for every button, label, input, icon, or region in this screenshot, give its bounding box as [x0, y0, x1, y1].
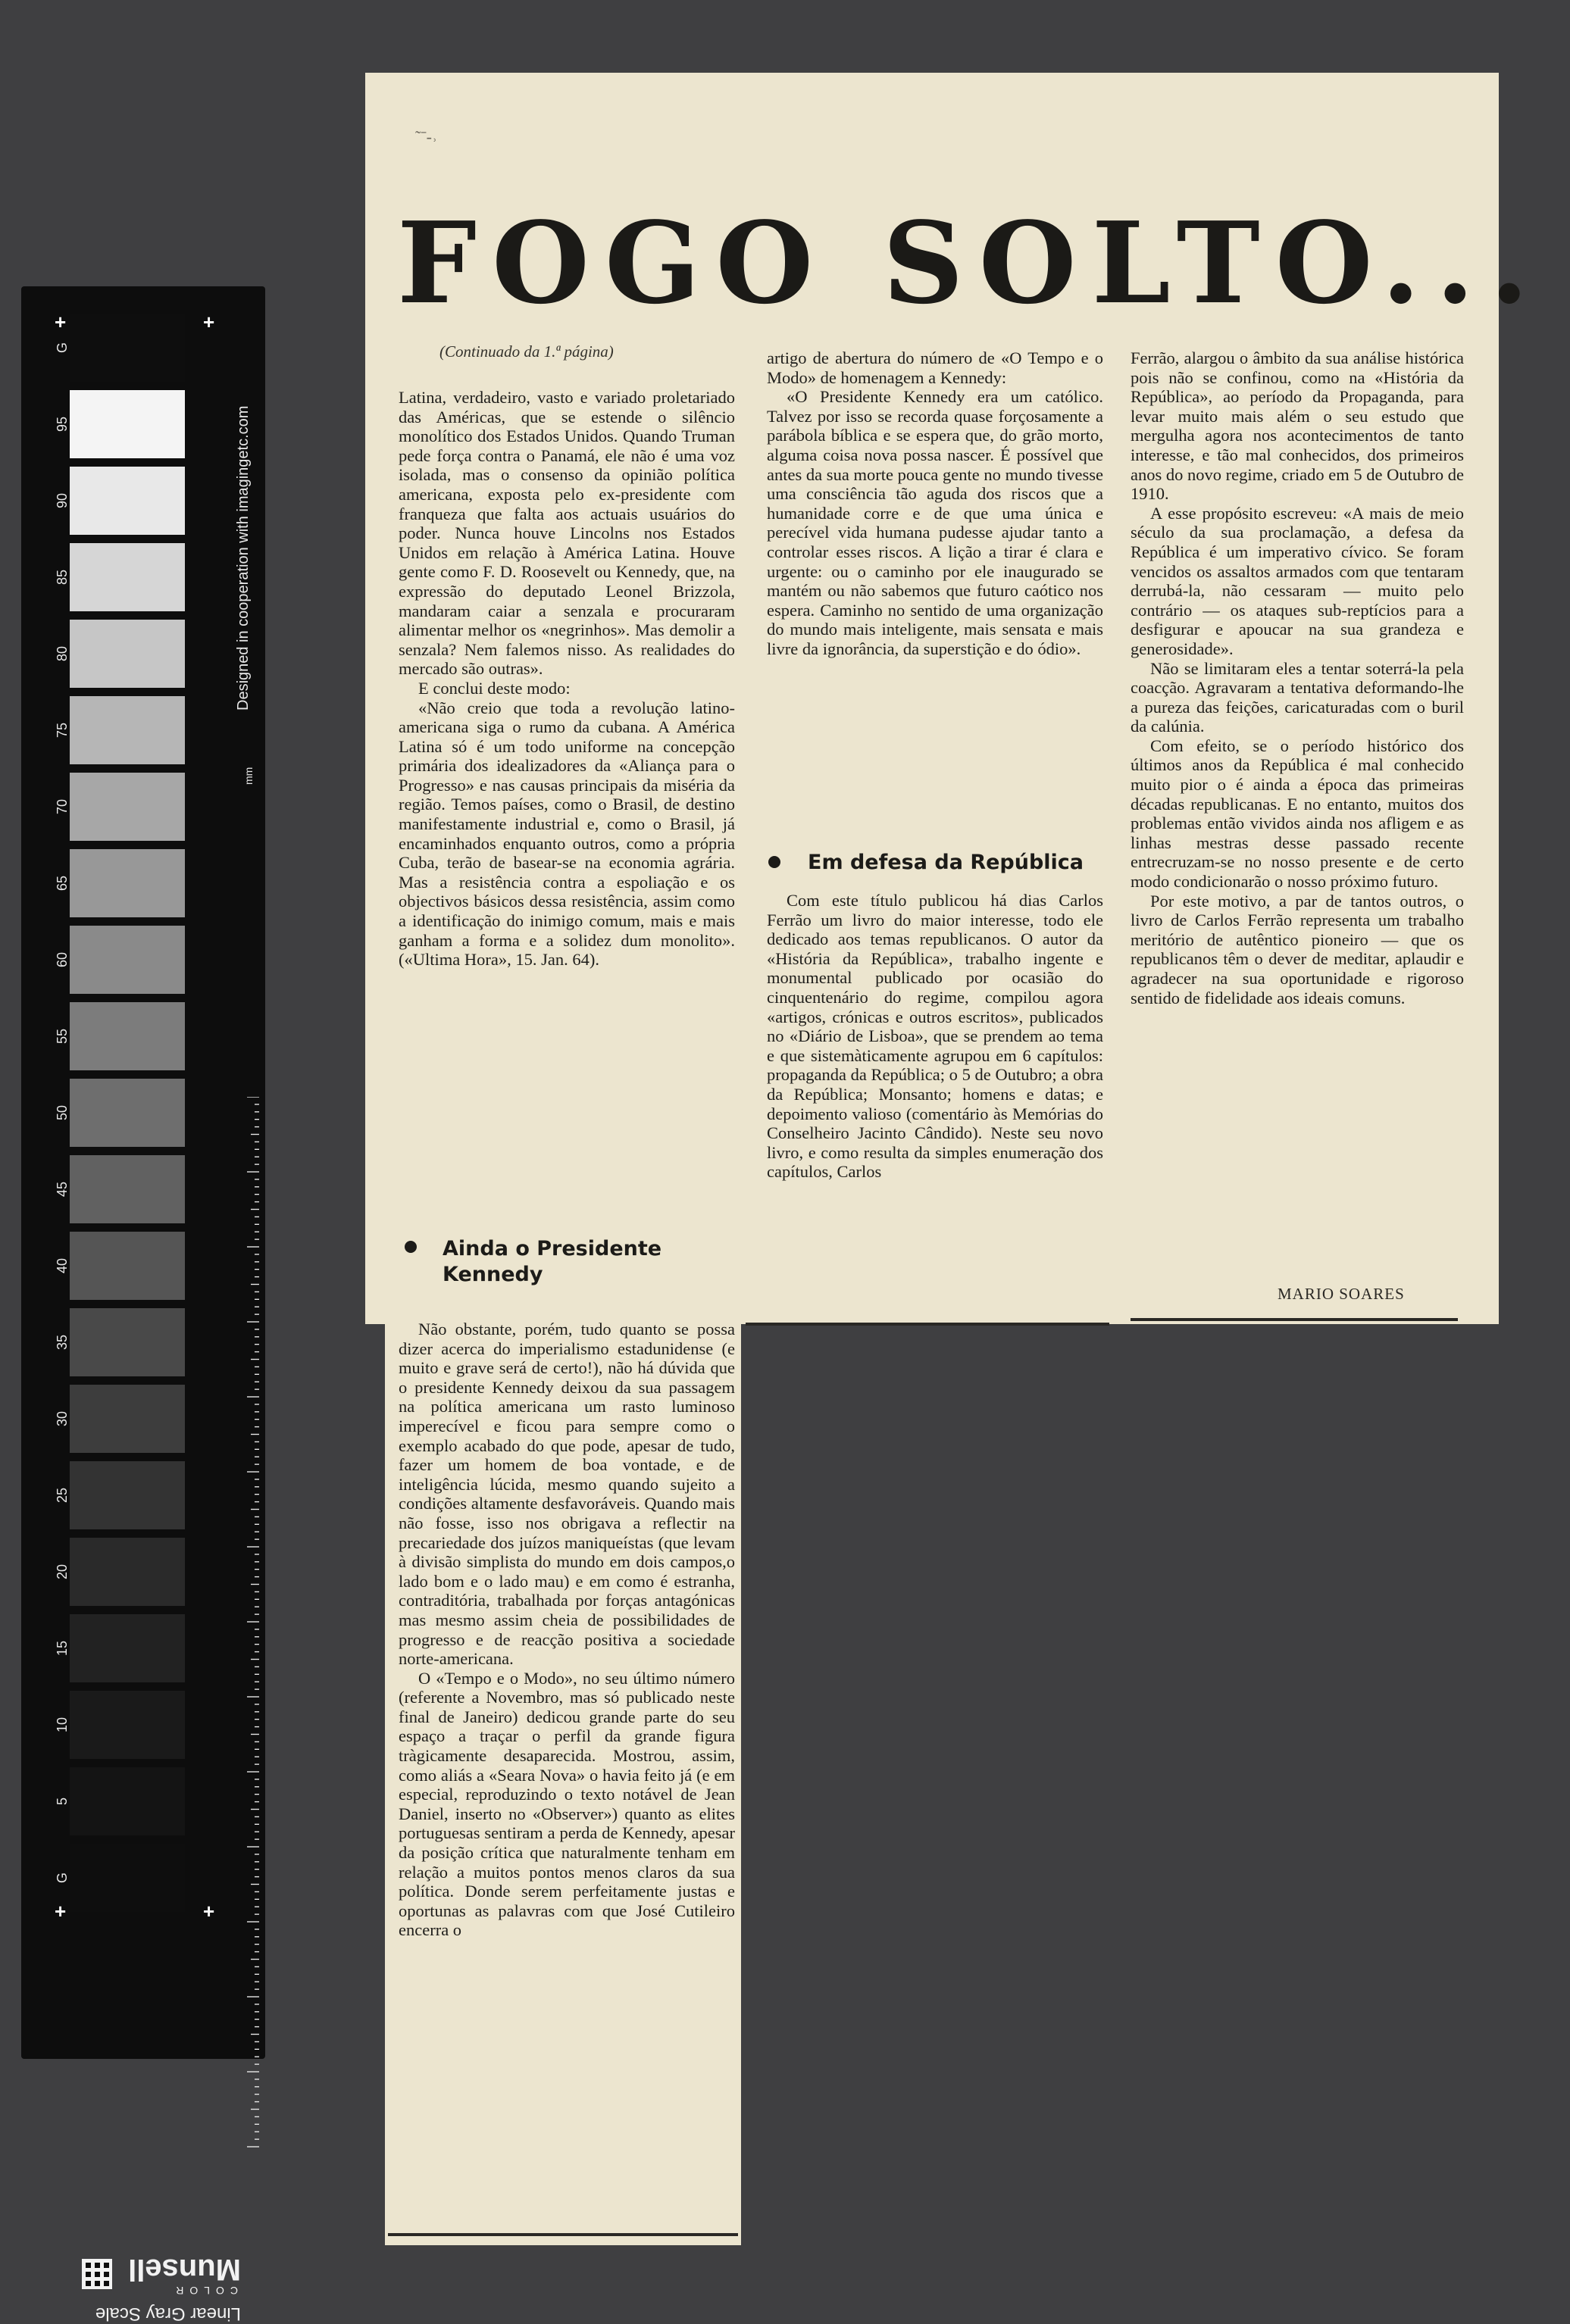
gray-swatch	[70, 1002, 185, 1070]
gray-step-label: 50	[55, 1104, 70, 1121]
munsell-brand	[74, 2241, 241, 2324]
gray-swatch	[70, 773, 185, 841]
gray-step-label: 95	[55, 416, 70, 433]
gray-step-label: 25	[55, 1487, 70, 1504]
gray-step-label: 30	[55, 1410, 70, 1427]
gray-swatch	[70, 1538, 185, 1606]
gray-swatch	[70, 1691, 185, 1759]
paragraph: Não se limitaram eles a tentar soterrá-la pela coacção. Agravaram a tentativa deformando-lhe a pureza das feições, caricaturadas com o buril da calúnia.	[1131, 658, 1464, 736]
registration-mark: +	[203, 1900, 215, 1923]
gray-step-label: 10	[55, 1716, 70, 1733]
paragraph: Ferrão, alargou o âmbito da sua análise histórica pois não se confinou, como na «História da República», ao período da Propaganda, para levar muito mais além o seu estudo que mergulha agora nos acontecimentos de tanto interesse, e tão mal conhecidos, dos primeiros anos do novo regime, criado em 5 de Outubro de 1910.	[1131, 348, 1464, 504]
show-through-mark: ˜ˉ‑˒	[415, 127, 438, 146]
gray-swatch	[70, 849, 185, 917]
registration-mark: +	[203, 311, 215, 333]
registration-mark: +	[55, 1900, 67, 1923]
registration-mark: +	[55, 311, 67, 333]
continued-note: (Continuado da 1.ª página)	[439, 342, 614, 361]
gray-swatch	[70, 390, 185, 458]
column-1-continued	[399, 1320, 735, 1940]
paragraph: A esse propósito escreveu: «A mais de meio século da sua proclamação, a defesa da República é um imperativo cívico. Se foram vencidos os assaltos armados com que tentaram derrubá-la, não cessaram — muito pelo contrário — os ataques sub-reptícios para a desfigurar e apoucar na sua grandeza e generosidade».	[1131, 503, 1464, 658]
gray-step-label: G	[55, 1873, 70, 1884]
gray-swatch	[70, 1844, 185, 1912]
brand-name: Munsell	[128, 2253, 241, 2286]
paragraph: artigo de abertura do número de «O Tempo e o Modo» de homenagem a Kennedy:	[767, 348, 1103, 387]
gray-scale-title: Linear Gray Scale	[95, 2304, 241, 2324]
millimeter-ruler	[247, 1097, 259, 2150]
bottom-rule	[388, 2233, 738, 2236]
gray-step-label: 55	[55, 1028, 70, 1045]
bullet-icon	[405, 1241, 417, 1253]
gray-swatch	[70, 1461, 185, 1529]
gray-swatch	[70, 1385, 185, 1453]
gray-swatch	[70, 1308, 185, 1376]
paragraph: Com este título publicou há dias Carlos Ferrão um livro do maior interesse, todo ele dedicado aos temas republicanos. O autor da «História da República», trabalho ingente e monumental publicado por ocasião do cinquentenário do regime, compilou agora «artigos, crónicas e outros escritos», publicados no «Diário de Lisboa», que se prendem ao tema e que sistemàticamente agrupou em 6 capítulos: propaganda da República; o 5 de Outubro; a obra da República; Monsanto; homens e datas; e depoimento valioso (comentário às Memórias do Conselheiro Jacinto Cândido). Neste seu novo livro, e como resulta da simples enumeração dos capítulos, Carlos	[767, 891, 1103, 1182]
column-2-continued	[767, 891, 1103, 1182]
unit-label: mm	[242, 767, 255, 785]
paragraph: Com efeito, se o período histórico dos últimos anos da República é mal conhecido muito pior o é ainda a época das primeiras décadas republicanas. E no entanto, muitos dos problemas então vividos ainda nos afligem e as linhas mestras desse passado recente entrecruzam-se no nosso presente e de certo modo condicionarão o nosso próximo futuro.	[1131, 736, 1464, 892]
paragraph: Não obstante, porém, tudo quanto se possa dizer acerca do imperialismo estadunidense (e muito e grave será de certo!), não há dúvida que o presidente Kennedy deixou da sua passagem na política americana um rasto luminoso imperecível e ficou para sempre como o exemplo acabado do que pode, apesar de tudo, fazer um homem de boa vontade, e de inteligência lúcida, mesmo quando sujeito a condições altamente desfavoráveis. Quando mais não fosse, isso nos obrigava a reflectir na precariedade dos juízos maniqueístas (que levam à divisão simplista do mundo em dois campos,o lado bom e o lado mau) e em como é estranha, contraditória, trabalhada por forças antagónicas mas mesmo assim cheia de possibilidades de progresso e de reacção positiva a sociedade norte-americana.	[399, 1320, 735, 1669]
gray-swatch	[70, 467, 185, 535]
author-signature: MARIO SOARES	[1278, 1285, 1405, 1303]
gray-swatch	[70, 314, 185, 382]
bottom-rule	[1131, 1318, 1458, 1321]
gray-swatch	[70, 1614, 185, 1682]
headline: FOGO SOLTO...	[397, 197, 1544, 329]
paragraph: Por este motivo, a par de tantos outros, o livro de Carlos Ferrão representa um trabalho meritório de autêntico pioneiro — que os republicanos têm o dever de meditar, aplaudir e agradecer na sua oportunidade e rigoroso sentido de fidelidade aos ideais comuns.	[1131, 891, 1464, 1007]
gray-swatch	[70, 1155, 185, 1223]
bullet-icon	[768, 856, 780, 868]
gray-swatch	[70, 1767, 185, 1835]
gray-swatch	[70, 543, 185, 611]
gray-swatch	[70, 620, 185, 688]
gray-step-label: 75	[55, 722, 70, 739]
gray-step-label: 65	[55, 875, 70, 892]
column-1	[399, 388, 735, 970]
gray-step-label: 5	[55, 1798, 70, 1806]
gray-swatch	[70, 1232, 185, 1300]
paragraph: E conclui deste modo:	[418, 678, 571, 698]
gray-swatch	[70, 1079, 185, 1147]
column-2	[767, 348, 1103, 659]
paragraph: O «Tempo e o Modo», no seu último número (referente a Novembro, mas só publicado neste final de Janeiro) dedicou grande parte do seu espaço a traçar o perfil da grande figura tràgicamente desaparecida. Mostrou, assim, como aliás a «Seara Nova» o havia feito já (e em especial, reproduzindo o texto notável de Jean Daniel, inserto no «Observer») quanto as elites portuguesas sentiram a perda de Kennedy, apesar da posição crítica que naturalmente tenham em relação a muitos pontos menos claros da sua política. Donde serem perfeitamente justas e oportunas as palavras com que José Cutileiro encerra o	[399, 1668, 735, 1940]
bottom-rule	[746, 1323, 1109, 1326]
gray-step-label: G	[55, 342, 70, 354]
column-3	[1131, 348, 1464, 1007]
subheading-kennedy: Ainda o Presidente Kennedy	[443, 1237, 662, 1286]
subheading-republica: Em defesa da República	[808, 851, 1084, 874]
gray-swatch	[70, 926, 185, 994]
gray-step-label: 45	[55, 1181, 70, 1198]
paragraph: Latina, verdadeiro, vasto e variado proletariado das Américas, que se estende o silêncio monolítico dos Estados Unidos. Quando Truman pede força contra o Panamá, ele não é uma voz isolada, mas o consenso da opinião política americana, exposta pelo ex-presidente com franqueza que falta aos actuais usuários do poder. Nunca houve Lincolns nos Estados Unidos em relação à América Latina. Houve gente como F. D. Roosevelt ou Kennedy, que, na expressão do deputado Leonel Brizzola, mandaram caiar a senzala e procuraram alimentar melhor os «negrinhos». Mas demolir a senzala? Nem falemos nisso. As realidades do mercado são outras».	[399, 388, 735, 679]
paragraph: «O Presidente Kennedy era um católico. Talvez por isso se recorda quase forçosamente a parábola bíblica e se espera que, do grão morto, alguma coisa nova possa nascer. É possível que antes da sua morte pouca gente no mundo tivesse uma consciência tão aguda dos riscos que a humanidade corre e de que uma única e perecível vida humana pudesse ajudar tanto a controlar esses riscos. A lição a tirar é clara e urgente: ou o caminho por ele inaugurado se mantém ou não sabemos que futuro caótico nos espera. Caminho no sentido de uma organização do mundo mais inteligente, mais sensata e mais livre da ignorância, da superstição e do ódio».	[767, 387, 1103, 658]
gray-step-label: 90	[55, 492, 70, 509]
munsell-logo-icon	[82, 2259, 112, 2289]
gray-step-label: 60	[55, 951, 70, 968]
paragraph: «Não creio que toda a revolução latino-americana siga o rumo da cubana. A América Latina só é um todo uniforme na concepção primária dos idealizadores da «Aliança para o Progresso» e nas causas principais da miséria da região. Temos países, como o Brasil, de destino manifestamente industrial e, como o Brasil, já encaminhados enquanto outros, como a própria Cuba, terão de basear-se na economia agrária. Mas a resistência contra a espoliação e os objectivos básicos dessa resistência, assim como a identificação do inimigo comum, mais e mais ganham a forma e a solidez dum monolito». («Ultima Hora», 15. Jan. 64).	[399, 698, 735, 970]
gray-step-label: 20	[55, 1563, 70, 1580]
gray-step-label: 70	[55, 798, 70, 815]
brand-sub: COLOR	[170, 2285, 238, 2297]
gray-step-label: 35	[55, 1334, 70, 1351]
gray-step-label: 85	[55, 569, 70, 586]
gray-step-label: 15	[55, 1640, 70, 1657]
gray-step-label: 80	[55, 645, 70, 662]
gray-swatch	[70, 696, 185, 764]
gray-scale-card	[21, 286, 265, 2324]
credit-text: Designed in cooperation with imagingetc.com	[235, 405, 252, 711]
gray-step-label: 40	[55, 1257, 70, 1274]
